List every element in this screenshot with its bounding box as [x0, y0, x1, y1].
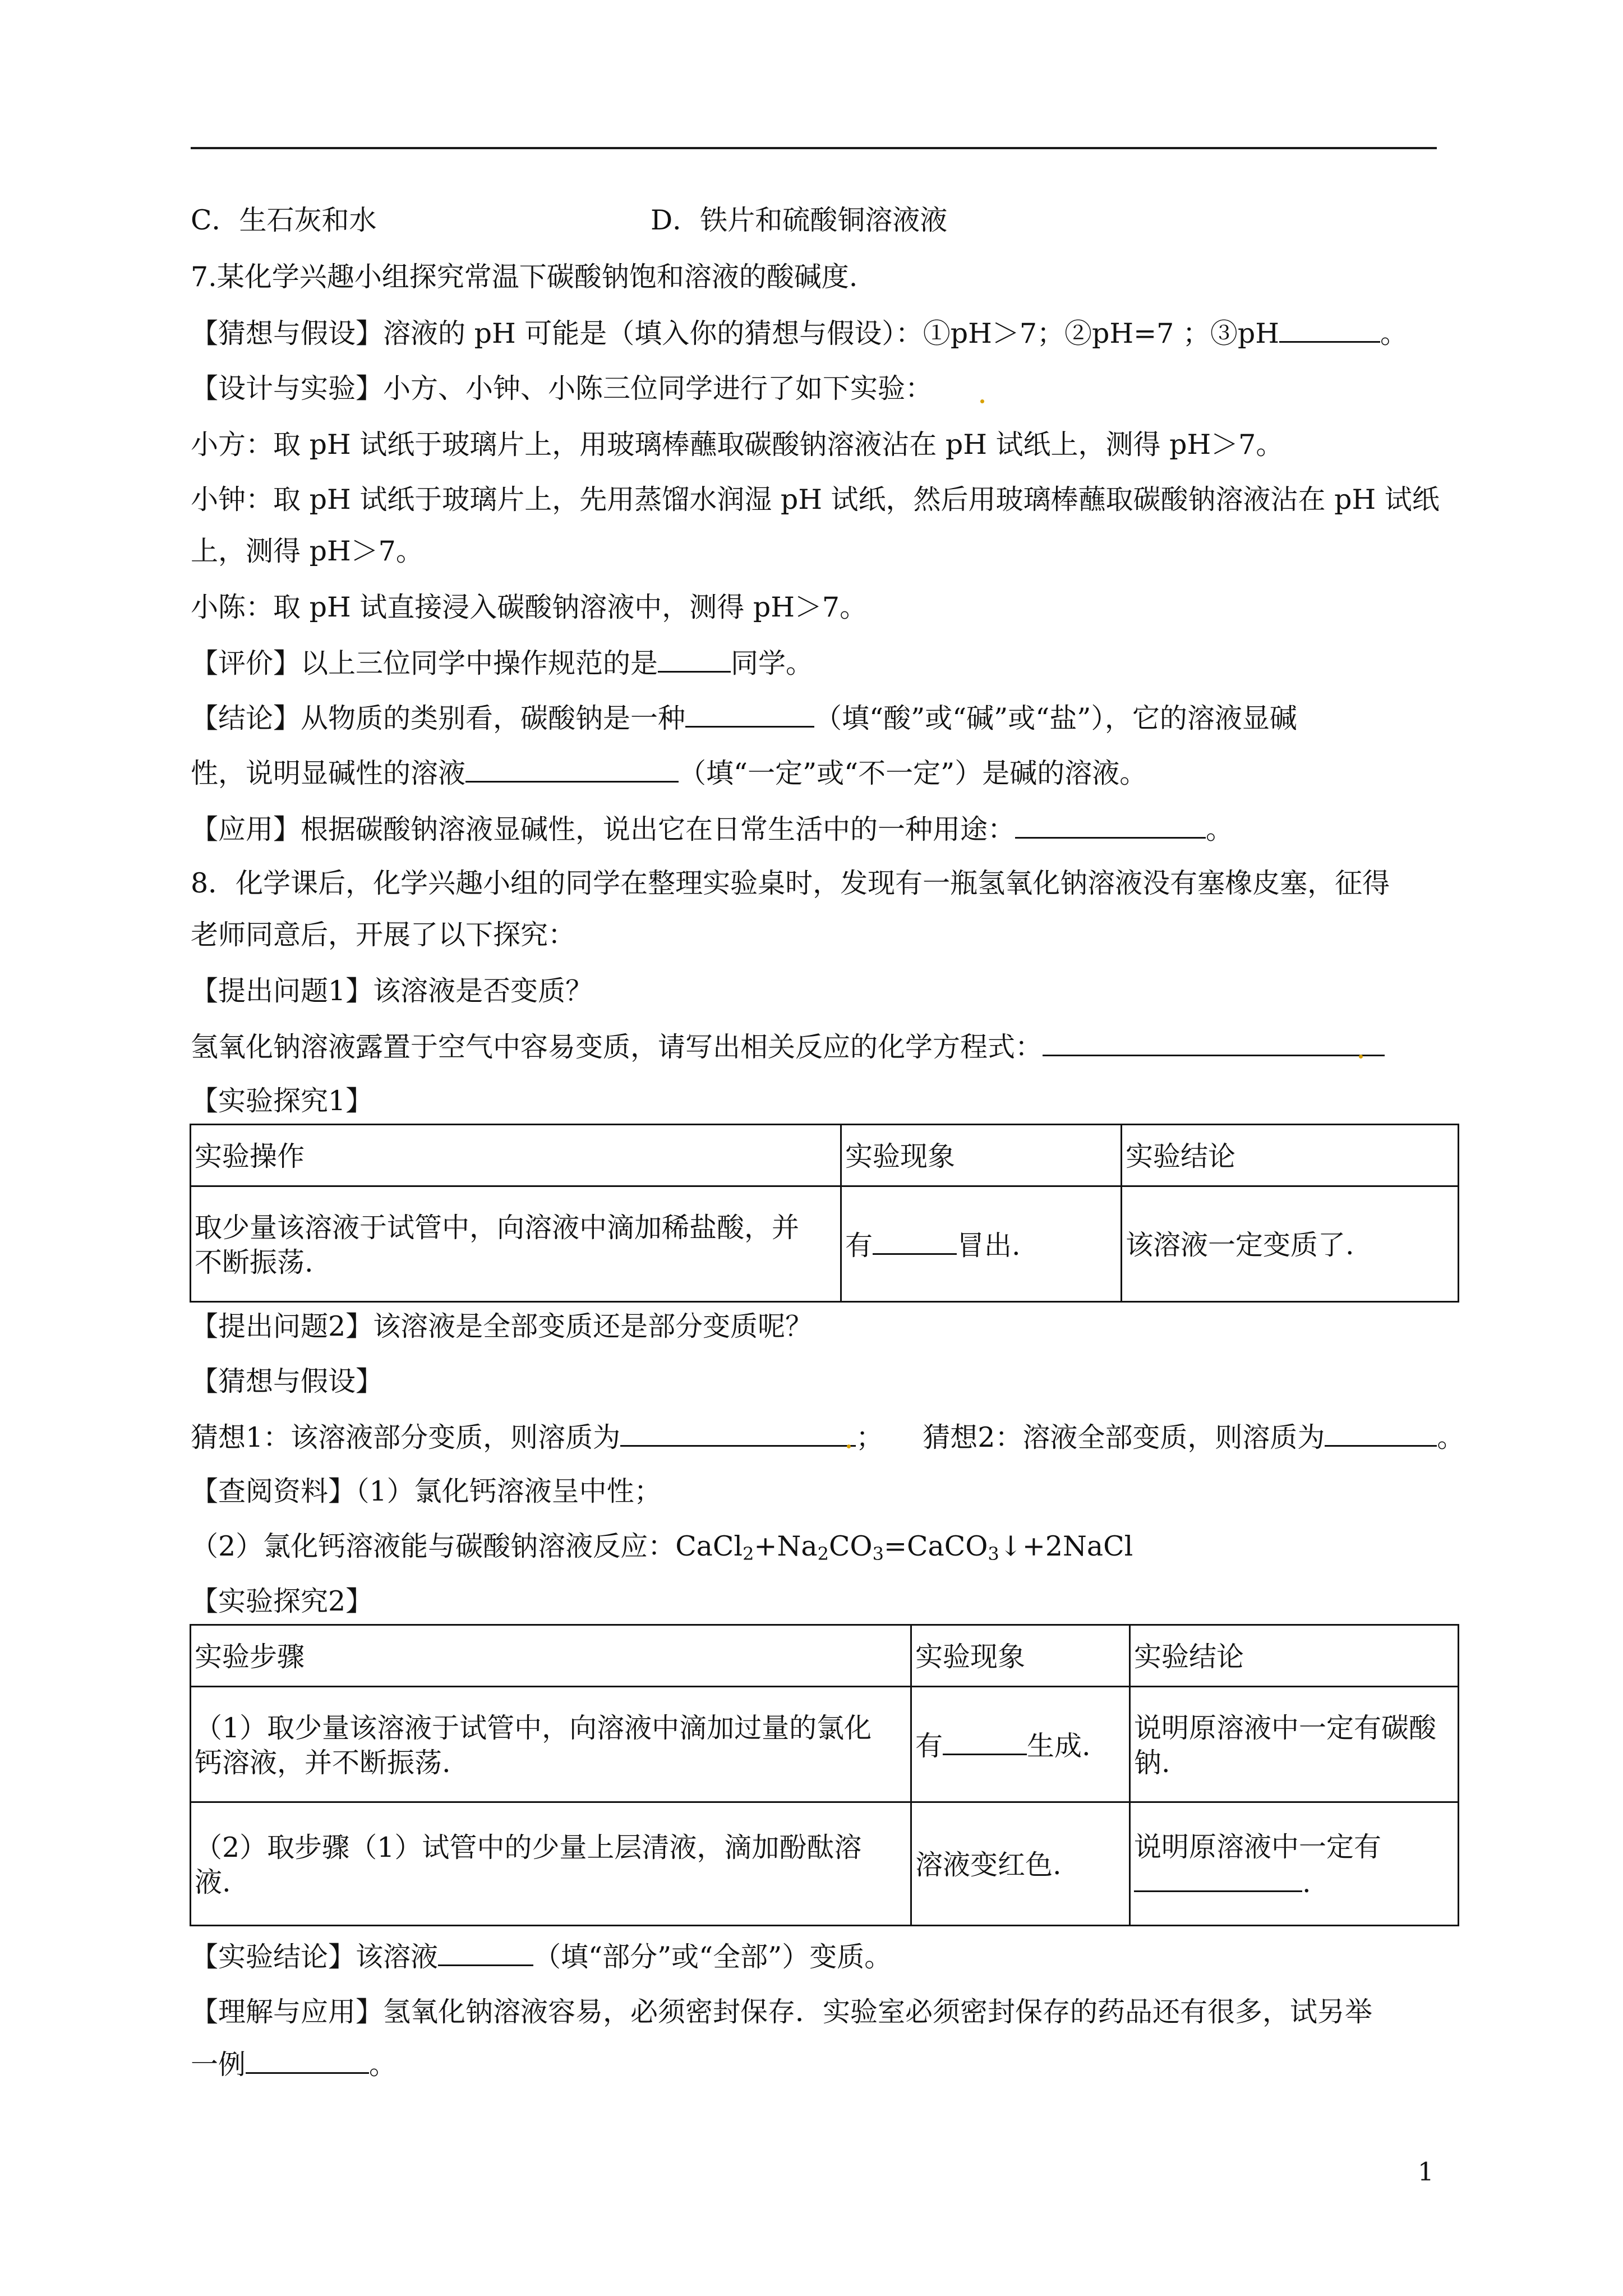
equation-prompt-line: 氢氧化钠溶液露置于空气中容易变质，请写出相关反应的化学方程式： — [191, 1029, 1385, 1065]
table-cell: （1）取少量该溶液于试管中，向溶液中滴加过量的氯化 钙溶液，并不断振荡. — [191, 1687, 911, 1802]
result-line: 【实验结论】该溶液 （填“部分”或“全部”）变质。 — [191, 1939, 892, 1975]
xiaofang-line: 小方：取 pH 试纸于玻璃片上，用玻璃棒蘸取碳酸钠溶液沾在 pH 试纸上，测得 pH＞7。 — [191, 429, 1284, 461]
scan-dot — [980, 399, 984, 403]
info-line-2: （2）氯化钙溶液能与碳酸钠溶液反应：$CaCl_2+Na_2CO_3=CaCO_3↓+2NaCl$ — [191, 1530, 1133, 1565]
scan-dot — [847, 1444, 851, 1448]
table-cell: 说明原溶液中一定有碳酸 钠. — [1130, 1687, 1459, 1802]
table-header: 实验现象 — [841, 1125, 1122, 1186]
question-7-title: 7.某化学兴趣小组探究常温下碳酸钠饱和溶液的酸碱度. — [191, 261, 858, 293]
table-cell: 溶液变红色. — [911, 1802, 1130, 1926]
conclusion-line-2: 性，说明显碱性的溶液 （填“一定”或“不一定”）是碱的溶液。 — [191, 755, 1147, 791]
explore-2-heading: 【实验探究2】 — [191, 1585, 374, 1617]
answer-blank[interactable] — [246, 2046, 369, 2074]
table-header: 实验步骤 — [191, 1625, 911, 1687]
table-cell: 有 生成. — [911, 1687, 1130, 1802]
answer-blank[interactable] — [873, 1227, 957, 1255]
hypothesis-heading: 【猜想与假设】 — [191, 1365, 384, 1397]
scan-dot — [1359, 1055, 1363, 1059]
guess-line: 猜想1：该溶液部分变质，则溶质为 ； 猜想2：溶液全部变质，则溶质为 。 — [191, 1419, 1464, 1455]
table-cell: 说明原溶液中一定有 . — [1130, 1802, 1459, 1926]
xiaozhong-line-2: 上，测得 pH＞7。 — [191, 535, 423, 567]
table-cell: 该溶液一定变质了. — [1122, 1186, 1459, 1302]
option-c: C．生石灰和水 — [191, 204, 377, 236]
xiaozhong-line-1: 小钟：取 pH 试纸于玻璃片上，先用蒸馏水润湿 pH 试纸，然后用玻璃棒蘸取碳酸钠溶液沾在 pH 试纸 — [191, 484, 1440, 516]
experiment-table-2 — [190, 1624, 1459, 1926]
question-8-intro-2: 老师同意后，开展了以下探究： — [191, 919, 576, 951]
explore-1-heading: 【实验探究1】 — [191, 1085, 374, 1117]
answer-blank[interactable] — [1325, 1419, 1437, 1447]
table-header: 实验结论 — [1130, 1625, 1459, 1687]
option-d: D．铁片和硫酸铜溶液液 — [651, 204, 948, 236]
table-header: 实验现象 — [911, 1625, 1130, 1687]
answer-blank[interactable] — [685, 700, 814, 728]
table-cell: （2）取步骤（1）试管中的少量上层清液，滴加酚酞溶 液. — [191, 1802, 911, 1926]
answer-blank[interactable] — [1015, 811, 1206, 839]
application-line-2: 一例 。 — [191, 2046, 396, 2082]
answer-blank[interactable] — [1279, 315, 1380, 343]
answer-blank[interactable] — [438, 1939, 533, 1966]
answer-blank[interactable] — [943, 1728, 1027, 1755]
question-8-intro-1: 8．化学课后，化学兴趣小组的同学在整理实验桌时，发现有一瓶氢氧化钠溶液没有塞橡皮塞，征得 — [191, 867, 1390, 899]
answer-blank[interactable] — [1134, 1865, 1302, 1892]
problem-1: 【提出问题1】该溶液是否变质？ — [191, 975, 593, 1007]
hypothesis-line: 【猜想与假设】溶液的 pH 可能是（填入你的猜想与假设）：①pH＞7；②pH=7 ；③pH 。 — [191, 315, 1408, 351]
table-header: 实验结论 — [1122, 1125, 1459, 1186]
experiment-table-1 — [190, 1124, 1459, 1303]
evaluation-line: 【评价】以上三位同学中操作规范的是 同学。 — [191, 645, 813, 681]
page-number: 1 — [1418, 2157, 1434, 2187]
design-line: 【设计与实验】小方、小钟、小陈三位同学进行了如下实验： — [191, 372, 933, 404]
xiaochen-line: 小陈：取 pH 试直接浸入碳酸钠溶液中，测得 pH＞7。 — [191, 591, 868, 623]
table-header: 实验操作 — [191, 1125, 841, 1186]
answer-blank[interactable] — [658, 645, 731, 673]
conclusion-line-1: 【结论】从物质的类别看，碳酸钠是一种 （填“酸”或“碱”或“盐”），它的溶液显碱 — [191, 700, 1297, 736]
application-line: 【应用】根据碳酸钠溶液显碱性，说出它在日常生活中的一种用途： 。 — [191, 811, 1233, 847]
header-rule — [191, 147, 1437, 149]
answer-blank[interactable] — [1043, 1029, 1385, 1056]
answer-blank[interactable] — [620, 1419, 856, 1447]
application-line-1: 【理解与应用】氢氧化钠溶液容易，必须密封保存．实验室必须密封保存的药品还有很多，试另举 — [191, 1996, 1373, 2028]
answer-blank[interactable] — [465, 755, 679, 783]
table-cell: 取少量该溶液于试管中，向溶液中滴加稀盐酸，并 不断振荡. — [191, 1186, 841, 1302]
problem-2: 【提出问题2】该溶液是全部变质还是部分变质呢？ — [191, 1310, 813, 1342]
chemical-equation: $CaCl_2+Na_2CO_3=CaCO_3↓+2NaCl$ — [675, 1530, 1133, 1565]
table-cell: 有 冒出. — [841, 1186, 1122, 1302]
info-line-1: 【查阅资料】（1）氯化钙溶液呈中性； — [191, 1475, 662, 1507]
